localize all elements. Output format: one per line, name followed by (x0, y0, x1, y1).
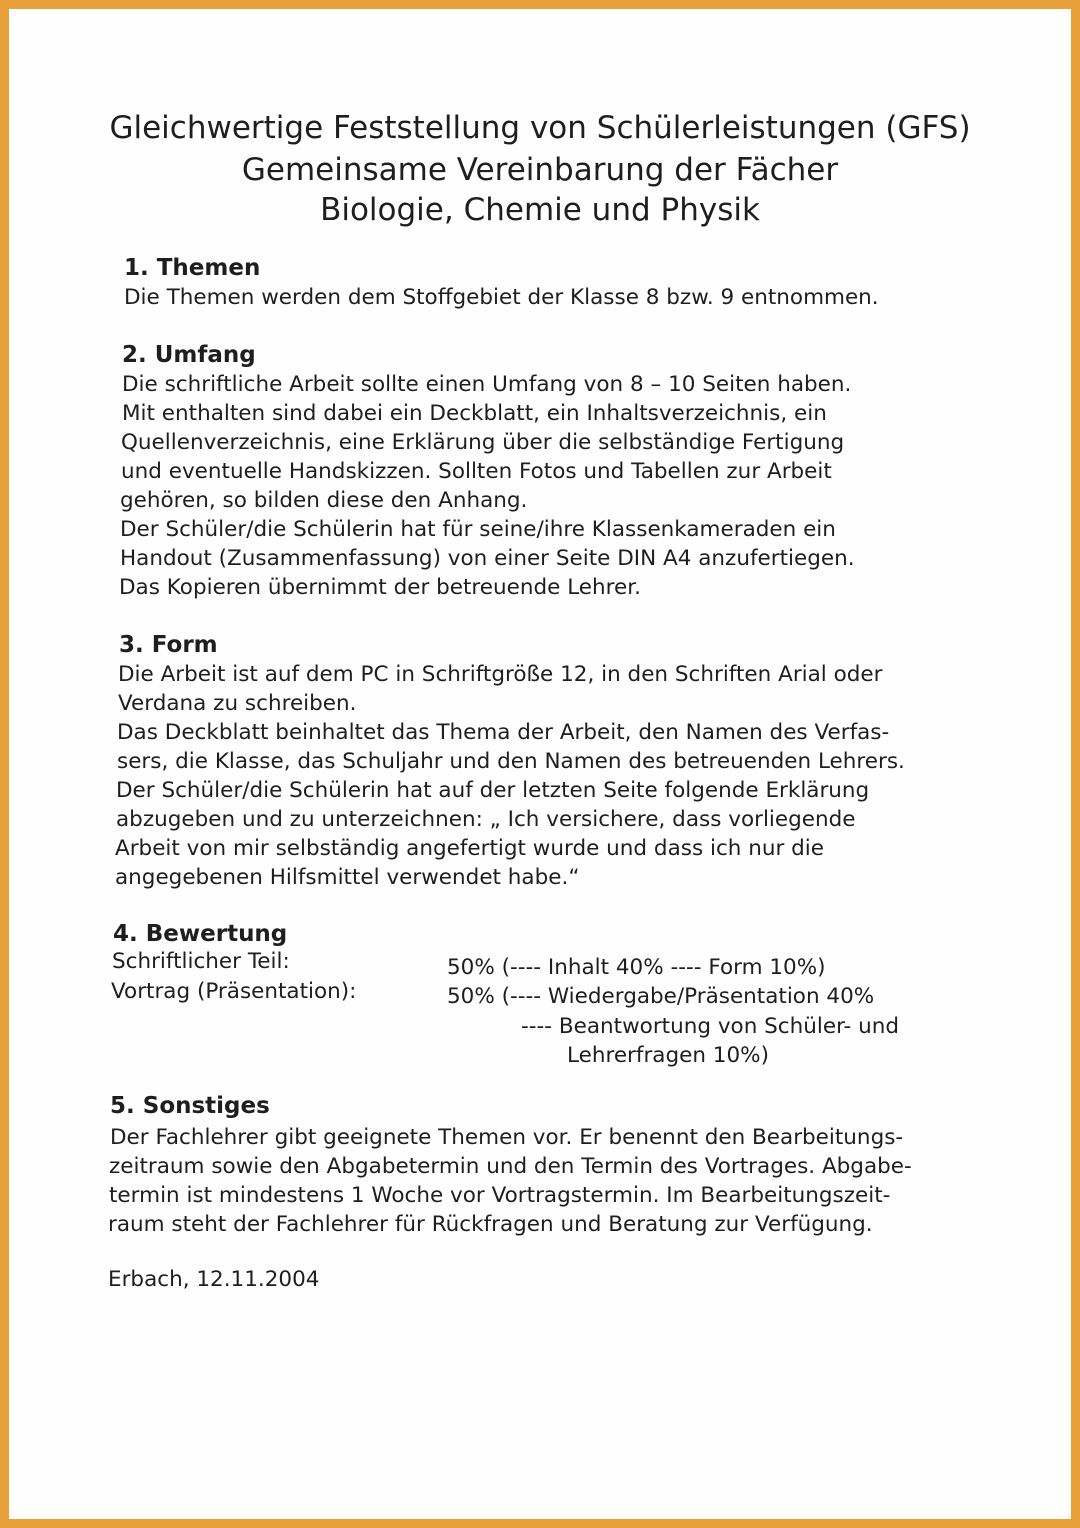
section-heading-umfang: 2. Umfang (122, 342, 256, 368)
umfang-line: Das Kopieren übernimmt der betreuende Lehrer. (119, 575, 641, 600)
umfang-line: Handout (Zusammenfassung) von einer Seite DIN A4 anzufertiegen. (120, 546, 855, 571)
place-date: Erbach, 12.11.2004 (108, 1267, 320, 1292)
bewertung-label-vortrag: Vortrag (Präsentation): (111, 979, 357, 1004)
form-line: Die Arbeit ist auf dem PC in Schriftgröße 12, in den Schriften Arial oder (118, 662, 883, 687)
bewertung-value-schriftlich: 50% (---- Inhalt 40% ---- Form 10%) (447, 955, 826, 980)
form-line: angegebenen Hilfsmittel verwendet habe.“ (115, 865, 580, 890)
form-line: sers, die Klasse, das Schuljahr und den Namen des betreuenden Lehrers. (117, 749, 905, 774)
sonstiges-line: termin ist mindestens 1 Woche vor Vortragstermin. Im Bearbeitungszeit- (109, 1183, 891, 1208)
themen-line: Die Themen werden dem Stoffgebiet der Klasse 8 bzw. 9 entnommen. (124, 285, 879, 310)
umfang-line: Quellenverzeichnis, eine Erklärung über die selbständige Fertigung (121, 430, 845, 455)
section-heading-themen: 1. Themen (124, 255, 261, 281)
umfang-line: Die schriftliche Arbeit sollte einen Umfang von 8 – 10 Seiten haben. (122, 372, 852, 397)
umfang-line: Mit enthalten sind dabei ein Deckblatt, ein Inhaltsverzeichnis, ein (122, 401, 827, 426)
bewertung-value-vortrag: 50% (---- Wiedergabe/Präsentation 40% (447, 984, 875, 1009)
bewertung-label-schriftlich: Schriftlicher Teil: (112, 949, 290, 974)
sonstiges-line: raum steht der Fachlehrer für Rückfragen und Beratung zur Verfügung. (108, 1212, 873, 1237)
section-heading-form: 3. Form (119, 632, 218, 658)
form-line: Arbeit von mir selbständig angefertigt wurde und dass ich nur die (115, 836, 825, 861)
bewertung-value-vortrag-cont: ---- Beantwortung von Schüler- und (521, 1014, 900, 1039)
umfang-line: gehören, so bilden diese den Anhang. (120, 488, 528, 513)
sonstiges-line: Der Fachlehrer gibt geeignete Themen vor. Er benennt den Bearbeitungs- (110, 1125, 904, 1150)
document-title-line-2: Gemeinsame Vereinbarung der Fächer (241, 152, 839, 188)
form-line: Verdana zu schreiben. (118, 691, 357, 716)
section-heading-sonstiges: 5. Sonstiges (110, 1093, 270, 1119)
form-line: Der Schüler/die Schülerin hat auf der letzten Seite folgende Erklärung (116, 778, 870, 803)
section-heading-bewertung: 4. Bewertung (113, 921, 288, 947)
form-line: abzugeben und zu unterzeichnen: „ Ich versichere, dass vorliegende (116, 807, 856, 832)
umfang-line: Der Schüler/die Schülerin hat für seine/ihre Klassenkameraden ein (120, 517, 836, 542)
sonstiges-line: zeitraum sowie den Abgabetermin und den Termin des Vortrages. Abgabe- (109, 1154, 912, 1179)
document-title-line-3: Biologie, Chemie und Physik (320, 192, 760, 228)
document-title-line-1: Gleichwertige Feststellung von Schülerleistungen (GFS) (109, 110, 971, 146)
bewertung-value-vortrag-cont: Lehrerfragen 10%) (567, 1043, 769, 1068)
form-line: Das Deckblatt beinhaltet das Thema der Arbeit, den Namen des Verfas- (117, 720, 890, 745)
umfang-line: und eventuelle Handskizzen. Sollten Fotos und Tabellen zur Arbeit (121, 459, 832, 484)
